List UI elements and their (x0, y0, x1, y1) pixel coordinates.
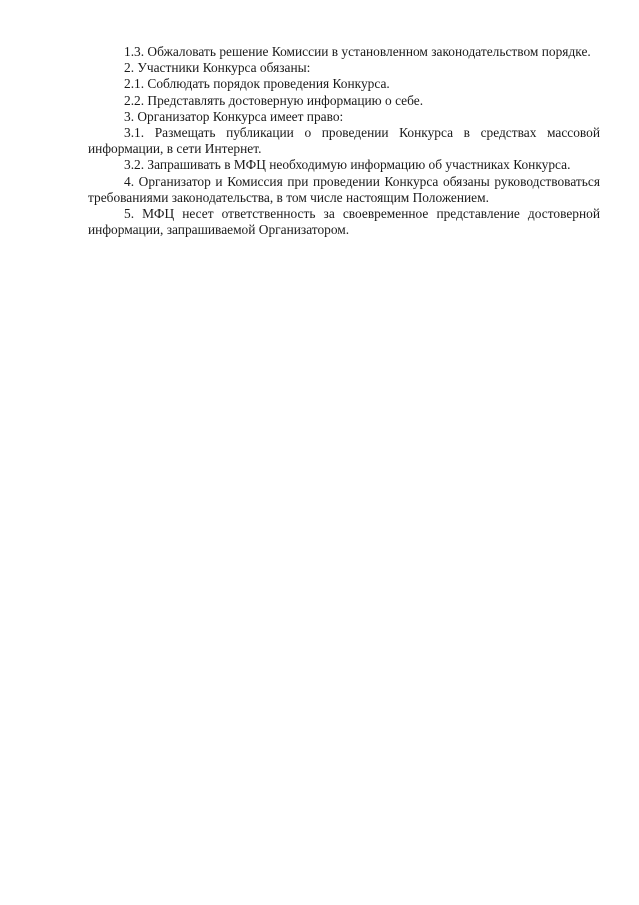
paragraph-3-organizer-rights: 3. Организатор Конкурса имеет право: (124, 108, 344, 124)
paragraph-4-organizer-commission-duties: 4. Организатор и Комиссия при проведении Конкурса обязаны руководствоваться требованиями законодательства, в том числе настоящим Положением. (88, 173, 600, 205)
document-body (88, 44, 600, 238)
paragraph-3-2-request-information: 3.2. Запрашивать в МФЦ необходимую информацию об участниках Конкурса. (124, 157, 571, 173)
paragraph-2-participants-obligations: 2. Участники Конкурса обязаны: (124, 60, 311, 76)
paragraph-5-mfc-responsibility: 5. МФЦ несет ответственность за своевременное представление достоверной информации, запрашиваемой Организатором. (88, 206, 600, 238)
paragraph-1-3-appeal: 1.3. Обжаловать решение Комиссии в установленном законодательством порядке. (124, 44, 591, 59)
paragraph-2-1-follow-procedure: 2.1. Соблюдать порядок проведения Конкурса. (124, 76, 390, 92)
paragraph-2-2-provide-information: 2.2. Представлять достоверную информацию о себе. (124, 92, 424, 108)
paragraph-3-1-publications: 3.1. Размещать публикации о проведении Конкурса в средствах массовой информации, в сети Интернет. (88, 125, 600, 157)
